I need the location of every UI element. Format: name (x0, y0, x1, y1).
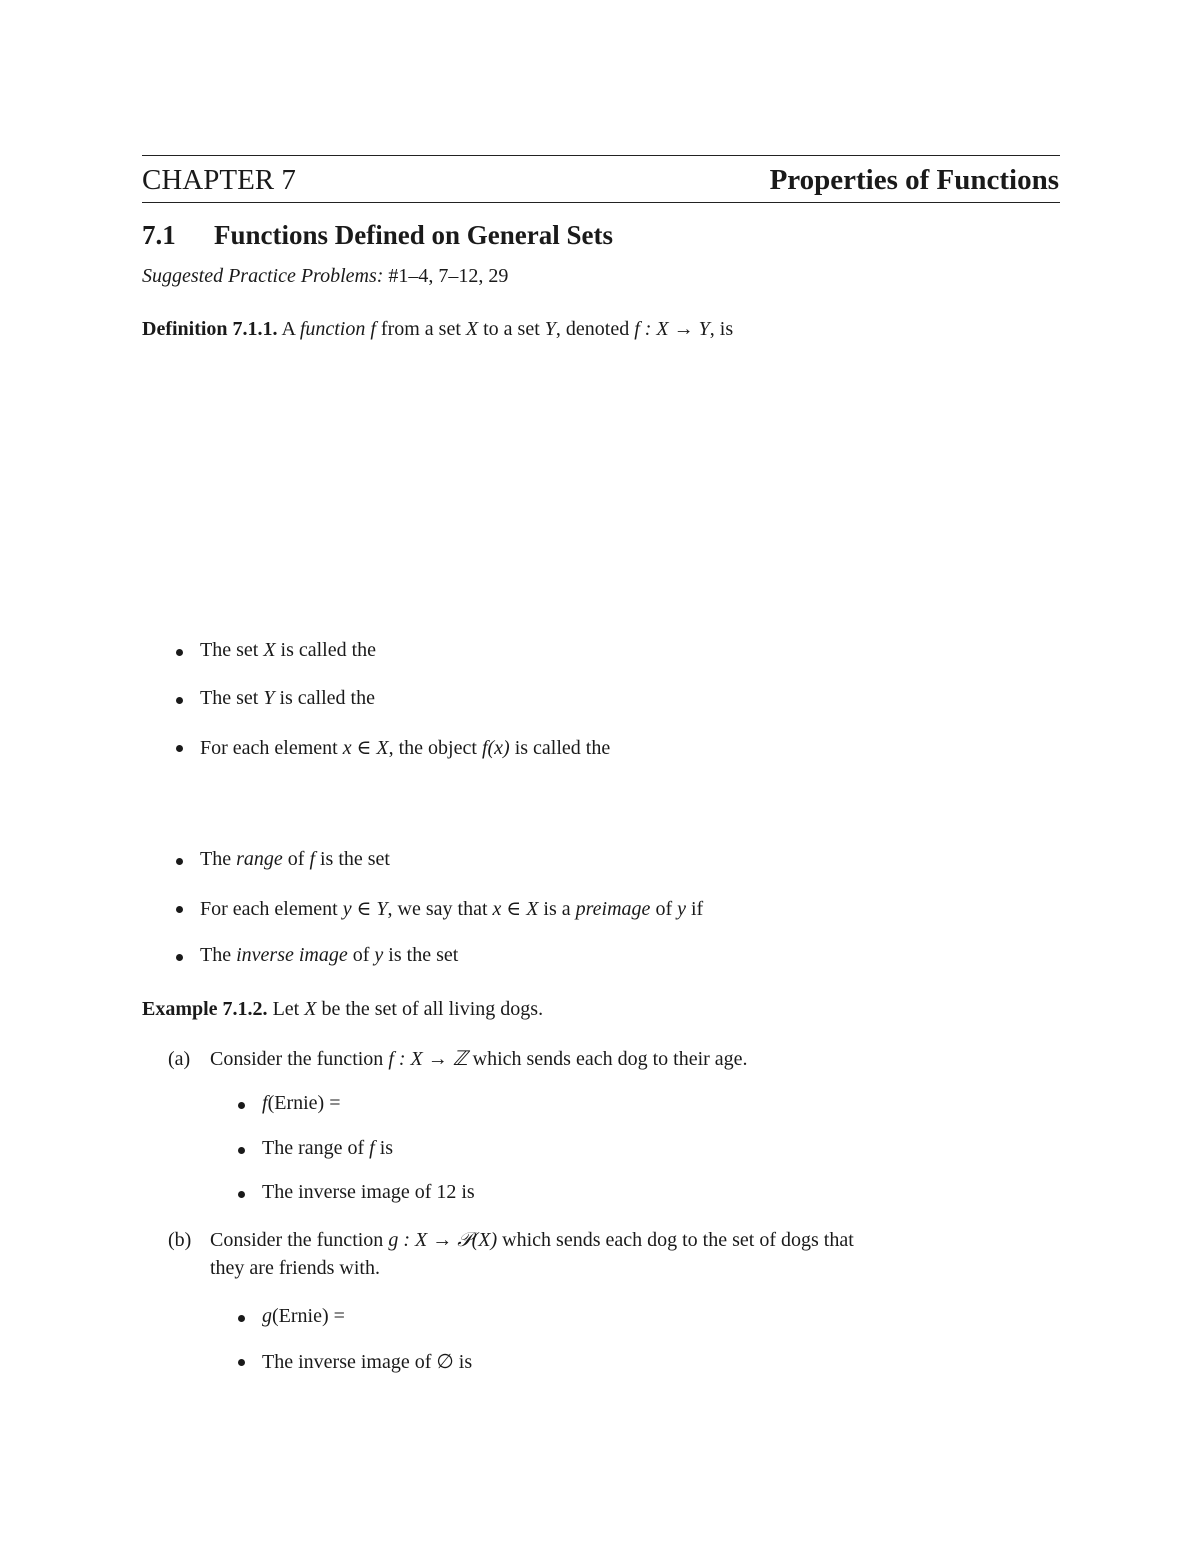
def-bullet-codomain (200, 687, 375, 710)
item-text: The inverse image of (262, 1351, 432, 1373)
bullet-math: f (309, 848, 315, 870)
definition-text: , is (709, 318, 734, 340)
item-math: f (262, 1092, 268, 1114)
definition-term: function (299, 318, 366, 340)
bullet-text: The set (200, 639, 259, 661)
example-text: Let (272, 998, 300, 1020)
section-heading (142, 220, 613, 251)
definition-text: from a set (380, 318, 461, 340)
bullet-term: range (236, 848, 283, 870)
bullet-text: The (200, 848, 232, 870)
part-a-item-2 (262, 1137, 393, 1160)
practice-label: Suggested Practice Problems: (142, 265, 384, 287)
definition-text: A (281, 318, 295, 340)
bullet-math: X (263, 639, 276, 661)
bullet-math: y (374, 944, 384, 966)
bullet-text: For each element (200, 737, 338, 759)
example-part-b (168, 1229, 854, 1252)
part-b-item-2 (262, 1349, 472, 1374)
item-text: The inverse image of 12 is (262, 1181, 475, 1203)
definition-math: f (370, 318, 376, 340)
definition-math: X (465, 318, 479, 340)
bullet-math: y ∈ Y (342, 898, 388, 920)
bullet-term: preimage (575, 898, 651, 920)
def-bullet-inverse-image (200, 944, 458, 967)
item-text: is (458, 1351, 473, 1373)
bullet-text: is called the (280, 639, 377, 661)
def-bullet-preimage (200, 896, 703, 921)
part-b-continuation: they are friends with. (210, 1257, 380, 1279)
bullet-math: f(x) (481, 737, 510, 759)
section-number: 7.1 (142, 220, 176, 250)
item-math: ∅ (436, 1351, 454, 1373)
part-a-math: f : X → ℤ (388, 1048, 468, 1070)
part-b-item-1 (262, 1305, 345, 1328)
example-7-1-2 (142, 998, 543, 1021)
item-math: f (369, 1137, 375, 1159)
suggested-practice (142, 265, 508, 288)
part-b-text: which sends each dog to the set of dogs that (502, 1229, 854, 1251)
bullet-text: The set (200, 687, 259, 709)
item-text: (Ernie) = (272, 1305, 345, 1327)
chapter-title: Properties of Functions (769, 164, 1059, 196)
example-part-a (168, 1046, 748, 1071)
bullet-text: , we say that (387, 898, 488, 920)
bullet-text: is a (543, 898, 571, 920)
bullet-text: of (287, 848, 305, 870)
definition-text: to a set (483, 318, 540, 340)
item-text: The range of (262, 1137, 365, 1159)
bullet-text: of (655, 898, 673, 920)
bullet-text: For each element (200, 898, 338, 920)
header-top-rule (142, 155, 1060, 156)
definition-label: Definition 7.1.1. (142, 318, 278, 340)
section-title: Functions Defined on General Sets (214, 220, 614, 250)
bullet-text: is the set (388, 944, 459, 966)
bullet-text: if (691, 898, 704, 920)
bullet-math: Y (263, 687, 275, 709)
part-a-text: Consider the function (210, 1048, 384, 1070)
definition-text: , denoted (555, 318, 630, 340)
part-b-text: Consider the function (210, 1229, 384, 1251)
item-text: (Ernie) = (267, 1092, 341, 1114)
part-b-math: g : X → 𝒫(X) (388, 1229, 498, 1251)
practice-problems: #1–4, 7–12, 29 (388, 265, 509, 287)
example-text: be the set of all living dogs. (321, 998, 544, 1020)
chapter-label: CHAPTER 7 (142, 164, 296, 196)
header-bottom-rule (142, 202, 1060, 203)
bullet-term: inverse image (236, 944, 348, 966)
bullet-text: is the set (320, 848, 390, 870)
bullet-text: The (200, 944, 232, 966)
bullet-math: x ∈ X (342, 737, 389, 759)
part-a-item-3 (262, 1181, 475, 1204)
bullet-text: is called the (514, 737, 611, 759)
definition-math: f : X → Y (634, 318, 710, 340)
def-bullet-image (200, 735, 610, 760)
definition-math: Y (544, 318, 556, 340)
part-a-label: (a) (168, 1048, 191, 1070)
def-bullet-range (200, 848, 390, 871)
item-text: is (379, 1137, 394, 1159)
definition-7-1-1 (142, 318, 733, 341)
part-a-item-1 (262, 1092, 340, 1115)
example-math: X (304, 998, 317, 1020)
bullet-text: is called the (279, 687, 375, 709)
def-bullet-domain (200, 639, 376, 662)
part-b-label: (b) (168, 1229, 192, 1251)
bullet-math: y (677, 898, 686, 920)
bullet-text: , the object (388, 737, 477, 759)
item-math: g (262, 1305, 272, 1327)
bullet-math: x ∈ X (492, 898, 539, 920)
part-a-text: which sends each dog to their age. (472, 1048, 748, 1070)
example-label: Example 7.1.2. (142, 998, 268, 1020)
bullet-text: of (352, 944, 370, 966)
